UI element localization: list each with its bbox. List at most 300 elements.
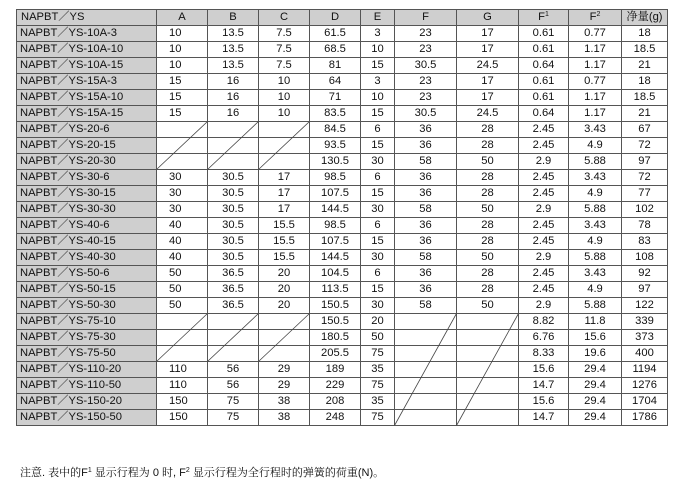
cell-f1: 2.9 (519, 154, 569, 170)
table-row (17, 378, 668, 394)
cell-f2: 4.9 (569, 282, 622, 298)
cell-d: 208 (310, 394, 361, 410)
cell-f: 36 (395, 234, 457, 250)
cell-f1: 0.61 (519, 42, 569, 58)
model-cell: NAPBT／YS-40-15 (17, 234, 157, 250)
table-row (17, 234, 668, 250)
header-f2-sup: 2 (596, 11, 601, 18)
cell-a (157, 346, 208, 362)
cell-f (395, 314, 457, 330)
cell-f1: 15.6 (519, 394, 569, 410)
cell-c: 17 (259, 202, 310, 218)
cell-a: 50 (157, 282, 208, 298)
cell-f2: 3.43 (569, 218, 622, 234)
cell-e: 15 (361, 106, 395, 122)
header-f2-base: F (589, 11, 597, 23)
cell-e: 15 (361, 234, 395, 250)
cell-f2: 4.9 (569, 138, 622, 154)
cell-a (157, 330, 208, 346)
cell-a: 50 (157, 298, 208, 314)
cell-b: 30.5 (208, 202, 259, 218)
cell-f1: 0.64 (519, 58, 569, 74)
cell-a: 15 (157, 74, 208, 90)
cell-g: 17 (457, 42, 519, 58)
model-cell: NAPBT／YS-75-30 (17, 330, 157, 346)
cell-w: 1194 (622, 362, 668, 378)
cell-g (457, 378, 519, 394)
cell-b: 16 (208, 106, 259, 122)
cell-b (208, 314, 259, 330)
header-model: NAPBT／YS (17, 10, 157, 26)
cell-f2: 29.4 (569, 394, 622, 410)
cell-b (208, 154, 259, 170)
cell-c: 10 (259, 90, 310, 106)
cell-a: 40 (157, 234, 208, 250)
cell-e: 75 (361, 378, 395, 394)
cell-a: 30 (157, 170, 208, 186)
cell-d: 205.5 (310, 346, 361, 362)
cell-f2: 5.88 (569, 154, 622, 170)
cell-b: 56 (208, 362, 259, 378)
cell-d: 150.5 (310, 314, 361, 330)
cell-e: 6 (361, 170, 395, 186)
cell-e: 35 (361, 362, 395, 378)
header-d: D (310, 10, 361, 26)
cell-f1: 6.76 (519, 330, 569, 346)
cell-f1: 8.33 (519, 346, 569, 362)
cell-e: 15 (361, 186, 395, 202)
cell-w: 67 (622, 122, 668, 138)
cell-g: 50 (457, 298, 519, 314)
cell-f: 23 (395, 42, 457, 58)
cell-g: 50 (457, 202, 519, 218)
cell-d: 61.5 (310, 26, 361, 42)
cell-d: 180.5 (310, 330, 361, 346)
table-row (17, 122, 668, 138)
cell-b: 75 (208, 410, 259, 426)
cell-b: 36.5 (208, 266, 259, 282)
cell-d: 98.5 (310, 170, 361, 186)
cell-c: 7.5 (259, 58, 310, 74)
cell-b: 30.5 (208, 186, 259, 202)
table-row (17, 170, 668, 186)
cell-g: 28 (457, 234, 519, 250)
model-cell: NAPBT／YS-10A-15 (17, 58, 157, 74)
cell-b: 30.5 (208, 218, 259, 234)
cell-c: 20 (259, 298, 310, 314)
cell-f1: 0.61 (519, 74, 569, 90)
cell-g: 17 (457, 26, 519, 42)
table-row (17, 250, 668, 266)
header-a: A (157, 10, 208, 26)
cell-f2: 0.77 (569, 74, 622, 90)
cell-w: 400 (622, 346, 668, 362)
cell-a: 30 (157, 202, 208, 218)
cell-w: 78 (622, 218, 668, 234)
cell-b (208, 330, 259, 346)
table-row (17, 330, 668, 346)
cell-d: 83.5 (310, 106, 361, 122)
cell-f1: 0.61 (519, 90, 569, 106)
table-row (17, 58, 668, 74)
cell-f1: 2.45 (519, 218, 569, 234)
cell-w: 122 (622, 298, 668, 314)
table-row (17, 154, 668, 170)
cell-e: 10 (361, 90, 395, 106)
model-cell: NAPBT／YS-50-15 (17, 282, 157, 298)
cell-f2: 29.4 (569, 378, 622, 394)
table-row (17, 362, 668, 378)
cell-d: 150.5 (310, 298, 361, 314)
cell-f: 36 (395, 122, 457, 138)
table-body (17, 26, 668, 426)
cell-e: 6 (361, 266, 395, 282)
header-b: B (208, 10, 259, 26)
footnote-part2: 显示行程为 0 时, F (91, 467, 186, 479)
cell-e: 6 (361, 122, 395, 138)
cell-f: 58 (395, 202, 457, 218)
cell-c (259, 122, 310, 138)
cell-w: 72 (622, 138, 668, 154)
cell-f (395, 330, 457, 346)
cell-b: 13.5 (208, 42, 259, 58)
cell-f1: 2.45 (519, 234, 569, 250)
cell-e: 75 (361, 346, 395, 362)
cell-f: 36 (395, 266, 457, 282)
table-row (17, 394, 668, 410)
cell-c: 10 (259, 106, 310, 122)
cell-b: 30.5 (208, 250, 259, 266)
cell-w: 97 (622, 154, 668, 170)
cell-f1: 0.61 (519, 26, 569, 42)
cell-c: 15.5 (259, 234, 310, 250)
model-cell: NAPBT／YS-15A-3 (17, 74, 157, 90)
cell-c (259, 154, 310, 170)
cell-e: 30 (361, 202, 395, 218)
model-cell: NAPBT／YS-15A-15 (17, 106, 157, 122)
cell-f: 58 (395, 154, 457, 170)
cell-w: 18 (622, 26, 668, 42)
cell-g: 50 (457, 154, 519, 170)
cell-c: 17 (259, 186, 310, 202)
cell-c (259, 314, 310, 330)
model-cell: NAPBT／YS-20-30 (17, 154, 157, 170)
model-cell: NAPBT／YS-110-20 (17, 362, 157, 378)
footnote (20, 464, 384, 480)
cell-f1: 2.45 (519, 138, 569, 154)
cell-f1: 8.82 (519, 314, 569, 330)
cell-g: 24.5 (457, 106, 519, 122)
cell-f2: 3.43 (569, 170, 622, 186)
cell-f2: 29.4 (569, 362, 622, 378)
cell-a: 30 (157, 186, 208, 202)
cell-c: 38 (259, 394, 310, 410)
cell-c: 15.5 (259, 250, 310, 266)
cell-b: 56 (208, 378, 259, 394)
cell-c: 29 (259, 362, 310, 378)
cell-f2: 3.43 (569, 122, 622, 138)
cell-g: 28 (457, 122, 519, 138)
cell-b (208, 346, 259, 362)
cell-f1: 2.45 (519, 186, 569, 202)
cell-g: 28 (457, 186, 519, 202)
cell-f2: 5.88 (569, 250, 622, 266)
cell-b: 13.5 (208, 58, 259, 74)
header-f1-sup: 1 (544, 11, 549, 18)
footnote-sup2: 2 (185, 467, 190, 474)
cell-w: 97 (622, 282, 668, 298)
model-cell: NAPBT／YS-40-6 (17, 218, 157, 234)
cell-c (259, 138, 310, 154)
cell-f1: 2.9 (519, 250, 569, 266)
cell-f1: 14.7 (519, 410, 569, 426)
cell-g: 50 (457, 250, 519, 266)
cell-f2: 1.17 (569, 90, 622, 106)
cell-a: 10 (157, 26, 208, 42)
cell-g (457, 410, 519, 426)
cell-a: 50 (157, 266, 208, 282)
cell-a (157, 138, 208, 154)
header-f1-base: F (538, 11, 545, 23)
cell-w: 72 (622, 170, 668, 186)
cell-e: 75 (361, 410, 395, 426)
cell-a: 10 (157, 58, 208, 74)
cell-f2: 1.17 (569, 106, 622, 122)
cell-e: 30 (361, 298, 395, 314)
model-cell: NAPBT／YS-20-15 (17, 138, 157, 154)
cell-f: 23 (395, 26, 457, 42)
model-cell: NAPBT／YS-30-6 (17, 170, 157, 186)
cell-d: 107.5 (310, 234, 361, 250)
cell-f2: 5.88 (569, 202, 622, 218)
cell-g: 17 (457, 74, 519, 90)
cell-d: 107.5 (310, 186, 361, 202)
cell-d: 84.5 (310, 122, 361, 138)
cell-c (259, 330, 310, 346)
cell-a: 40 (157, 218, 208, 234)
cell-a: 15 (157, 106, 208, 122)
cell-g (457, 346, 519, 362)
cell-g (457, 314, 519, 330)
cell-g (457, 394, 519, 410)
header-row (17, 10, 668, 26)
cell-d: 98.5 (310, 218, 361, 234)
cell-f1: 2.9 (519, 202, 569, 218)
table-row (17, 74, 668, 90)
cell-f: 36 (395, 218, 457, 234)
cell-f: 36 (395, 170, 457, 186)
header-e: E (361, 10, 395, 26)
cell-w: 77 (622, 186, 668, 202)
model-cell: NAPBT／YS-75-50 (17, 346, 157, 362)
cell-a (157, 314, 208, 330)
cell-d: 144.5 (310, 202, 361, 218)
cell-e: 10 (361, 42, 395, 58)
cell-f2: 29.4 (569, 410, 622, 426)
table-row (17, 314, 668, 330)
model-cell: NAPBT／YS-150-20 (17, 394, 157, 410)
footnote-part1: 注意. 表中的F (20, 467, 88, 479)
cell-d: 189 (310, 362, 361, 378)
cell-d: 64 (310, 74, 361, 90)
cell-f (395, 362, 457, 378)
cell-w: 21 (622, 106, 668, 122)
cell-a: 110 (157, 362, 208, 378)
cell-f: 23 (395, 74, 457, 90)
model-cell: NAPBT／YS-10A-3 (17, 26, 157, 42)
cell-f (395, 346, 457, 362)
cell-c: 20 (259, 266, 310, 282)
cell-f2: 4.9 (569, 186, 622, 202)
cell-d: 248 (310, 410, 361, 426)
table-row (17, 298, 668, 314)
cell-f (395, 378, 457, 394)
cell-f1: 2.45 (519, 282, 569, 298)
table-row (17, 282, 668, 298)
cell-d: 104.5 (310, 266, 361, 282)
cell-a (157, 122, 208, 138)
cell-f1: 0.64 (519, 106, 569, 122)
cell-g (457, 330, 519, 346)
cell-b: 30.5 (208, 234, 259, 250)
cell-f: 36 (395, 282, 457, 298)
cell-g: 28 (457, 218, 519, 234)
cell-f1: 2.45 (519, 170, 569, 186)
cell-d: 68.5 (310, 42, 361, 58)
cell-d: 144.5 (310, 250, 361, 266)
model-cell: NAPBT／YS-50-30 (17, 298, 157, 314)
cell-f: 30.5 (395, 58, 457, 74)
cell-w: 1704 (622, 394, 668, 410)
cell-b: 16 (208, 74, 259, 90)
cell-c: 15.5 (259, 218, 310, 234)
model-cell: NAPBT／YS-15A-10 (17, 90, 157, 106)
cell-w: 373 (622, 330, 668, 346)
cell-e: 20 (361, 314, 395, 330)
cell-w: 339 (622, 314, 668, 330)
cell-f: 30.5 (395, 106, 457, 122)
footnote-sup1: 1 (87, 467, 92, 474)
table-row (17, 90, 668, 106)
cell-f1: 2.9 (519, 298, 569, 314)
cell-d: 130.5 (310, 154, 361, 170)
table-row (17, 186, 668, 202)
cell-b: 75 (208, 394, 259, 410)
cell-f1: 14.7 (519, 378, 569, 394)
cell-f2: 3.43 (569, 266, 622, 282)
cell-e: 3 (361, 74, 395, 90)
cell-c: 10 (259, 74, 310, 90)
cell-b: 16 (208, 90, 259, 106)
header-weight: 净量(g) (622, 10, 668, 26)
table-row (17, 138, 668, 154)
cell-w: 18 (622, 74, 668, 90)
cell-c: 38 (259, 410, 310, 426)
cell-c: 20 (259, 282, 310, 298)
cell-d: 81 (310, 58, 361, 74)
cell-c: 7.5 (259, 42, 310, 58)
cell-w: 102 (622, 202, 668, 218)
cell-d: 229 (310, 378, 361, 394)
cell-e: 15 (361, 138, 395, 154)
model-cell: NAPBT／YS-110-50 (17, 378, 157, 394)
table-row (17, 202, 668, 218)
cell-f: 23 (395, 90, 457, 106)
cell-a: 40 (157, 250, 208, 266)
model-cell: NAPBT／YS-20-6 (17, 122, 157, 138)
cell-g: 24.5 (457, 58, 519, 74)
cell-g: 28 (457, 266, 519, 282)
model-cell: NAPBT／YS-40-30 (17, 250, 157, 266)
cell-f (395, 410, 457, 426)
cell-f: 36 (395, 138, 457, 154)
cell-f2: 15.6 (569, 330, 622, 346)
header-g: G (457, 10, 519, 26)
cell-a: 150 (157, 394, 208, 410)
table-row (17, 346, 668, 362)
cell-a: 110 (157, 378, 208, 394)
cell-f1: 2.45 (519, 122, 569, 138)
cell-f2: 5.88 (569, 298, 622, 314)
cell-w: 83 (622, 234, 668, 250)
cell-e: 6 (361, 218, 395, 234)
cell-f2: 4.9 (569, 234, 622, 250)
cell-w: 92 (622, 266, 668, 282)
cell-e: 35 (361, 394, 395, 410)
model-cell: NAPBT／YS-30-30 (17, 202, 157, 218)
cell-g: 28 (457, 170, 519, 186)
header-f2 (569, 10, 622, 26)
cell-c: 29 (259, 378, 310, 394)
cell-b: 30.5 (208, 170, 259, 186)
cell-a: 10 (157, 42, 208, 58)
model-cell: NAPBT／YS-50-6 (17, 266, 157, 282)
table-row (17, 410, 668, 426)
cell-e: 30 (361, 250, 395, 266)
cell-a: 15 (157, 90, 208, 106)
header-f1 (519, 10, 569, 26)
cell-f2: 11.8 (569, 314, 622, 330)
model-cell: NAPBT／YS-30-15 (17, 186, 157, 202)
cell-w: 1276 (622, 378, 668, 394)
cell-a (157, 154, 208, 170)
cell-e: 3 (361, 26, 395, 42)
table-row (17, 266, 668, 282)
cell-e: 50 (361, 330, 395, 346)
cell-b: 36.5 (208, 298, 259, 314)
spec-table (16, 9, 668, 426)
cell-d: 71 (310, 90, 361, 106)
model-cell: NAPBT／YS-10A-10 (17, 42, 157, 58)
table-row (17, 42, 668, 58)
cell-g: 17 (457, 90, 519, 106)
cell-d: 113.5 (310, 282, 361, 298)
cell-w: 108 (622, 250, 668, 266)
cell-g: 28 (457, 282, 519, 298)
cell-c (259, 346, 310, 362)
cell-g (457, 362, 519, 378)
cell-d: 93.5 (310, 138, 361, 154)
cell-b: 13.5 (208, 26, 259, 42)
table-row (17, 218, 668, 234)
table-row (17, 26, 668, 42)
cell-f2: 19.6 (569, 346, 622, 362)
cell-f: 36 (395, 186, 457, 202)
cell-w: 21 (622, 58, 668, 74)
cell-f: 58 (395, 298, 457, 314)
spec-sheet (16, 9, 667, 461)
cell-c: 7.5 (259, 26, 310, 42)
